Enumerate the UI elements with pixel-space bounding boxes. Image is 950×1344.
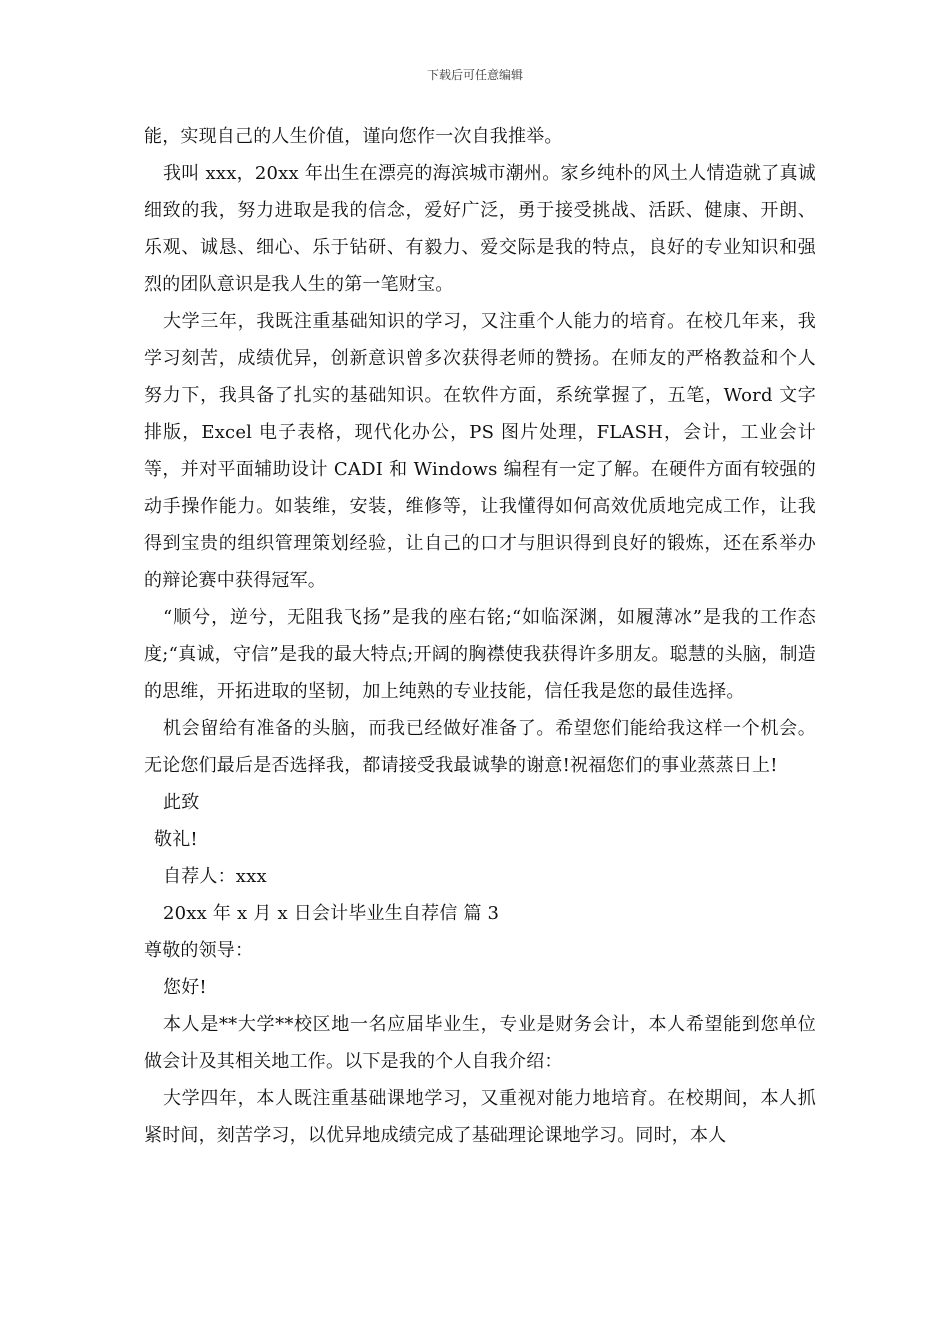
paragraph-self-intro: 本人是**大学**校区地一名应届毕业生，专业是财务会计，本人希望能到您单位做会计及其相关地工作。以下是我的个人自我介绍： — [144, 1014, 816, 1072]
letter-body — [144, 118, 816, 1154]
paragraph-introduction: 我叫 xxx，20xx 年出生在漂亮的海滨城市潮州。家乡纯朴的风土人情造就了真诚细致的我，努力进取是我的信念，爱好广泛，勇于接受挑战、活跃、健康、开朗、乐观、诚恳、细心、乐于钻研、有毅力、爱交际是我的特点，良好的专业知识和强烈的团队意识是我人生的第一笔财宝。 — [144, 163, 816, 295]
greeting-leader: 尊敬的领导： — [144, 940, 254, 961]
paragraph-closing: 机会留给有准备的头脑，而我已经做好准备了。希望您们能给我这样一个机会。无论您们最后是否选择我，都请接受我最诚挚的谢意!祝福您们的事业蒸蒸日上! — [144, 718, 816, 776]
header-note: 下载后可任意编辑 — [426, 68, 523, 82]
section-heading: 20xx 年 x 月 x 日会计毕业生自荐信 篇 3 — [163, 903, 500, 924]
paragraph-continuation: 能，实现自己的人生价值，谨向您作一次自我推举。 — [144, 126, 563, 147]
paragraph-motto: “顺兮，逆兮，无阻我飞扬”是我的座右铭;“如临深渊，如履薄冰”是我的工作态度;“真诚，守信”是我的最大特点;开阔的胸襟使我获得许多朋友。聪慧的头脑，制造的思维，开拓进取的坚韧，加上纯熟的专业技能，信任我是您的最佳选择。 — [144, 607, 816, 702]
paragraph-four-years: 大学四年，本人既注重基础课地学习，又重视对能力地培育。在校期间，本人抓紧时间，刻苦学习，以优异地成绩完成了基础理论课地学习。同时，本人 — [144, 1088, 816, 1146]
paragraph-university: 大学三年，我既注重基础知识的学习，又注重个人能力的培育。在校几年来，我学习刻苦，成绩优异，创新意识曾多次获得老师的赞扬。在师友的严格教益和个人努力下，我具备了扎实的基础知识。在软件方面，系统掌握了，五笔，Word 文字排版，Excel 电子表格，现代化办公，PS 图片处理，FLASH，会计，工业会计等，并对平面辅助设计 CADI 和 Windows 编程有一定了解。在硬件方面有较强的动手操作能力。如装维，安装，维修等，让我懂得如何高效优质地完成工作，让我得到宝贵的组织管理策划经验，让自己的口才与胆识得到良好的锻炼，还在系举办的辩论赛中获得冠军。 — [144, 311, 816, 591]
greeting-hello: 您好! — [163, 977, 207, 998]
signature-line: 自荐人：xxx — [163, 866, 267, 887]
salutation-cizhi: 此致 — [163, 792, 200, 813]
salutation-jingli: 敬礼! — [154, 829, 198, 850]
